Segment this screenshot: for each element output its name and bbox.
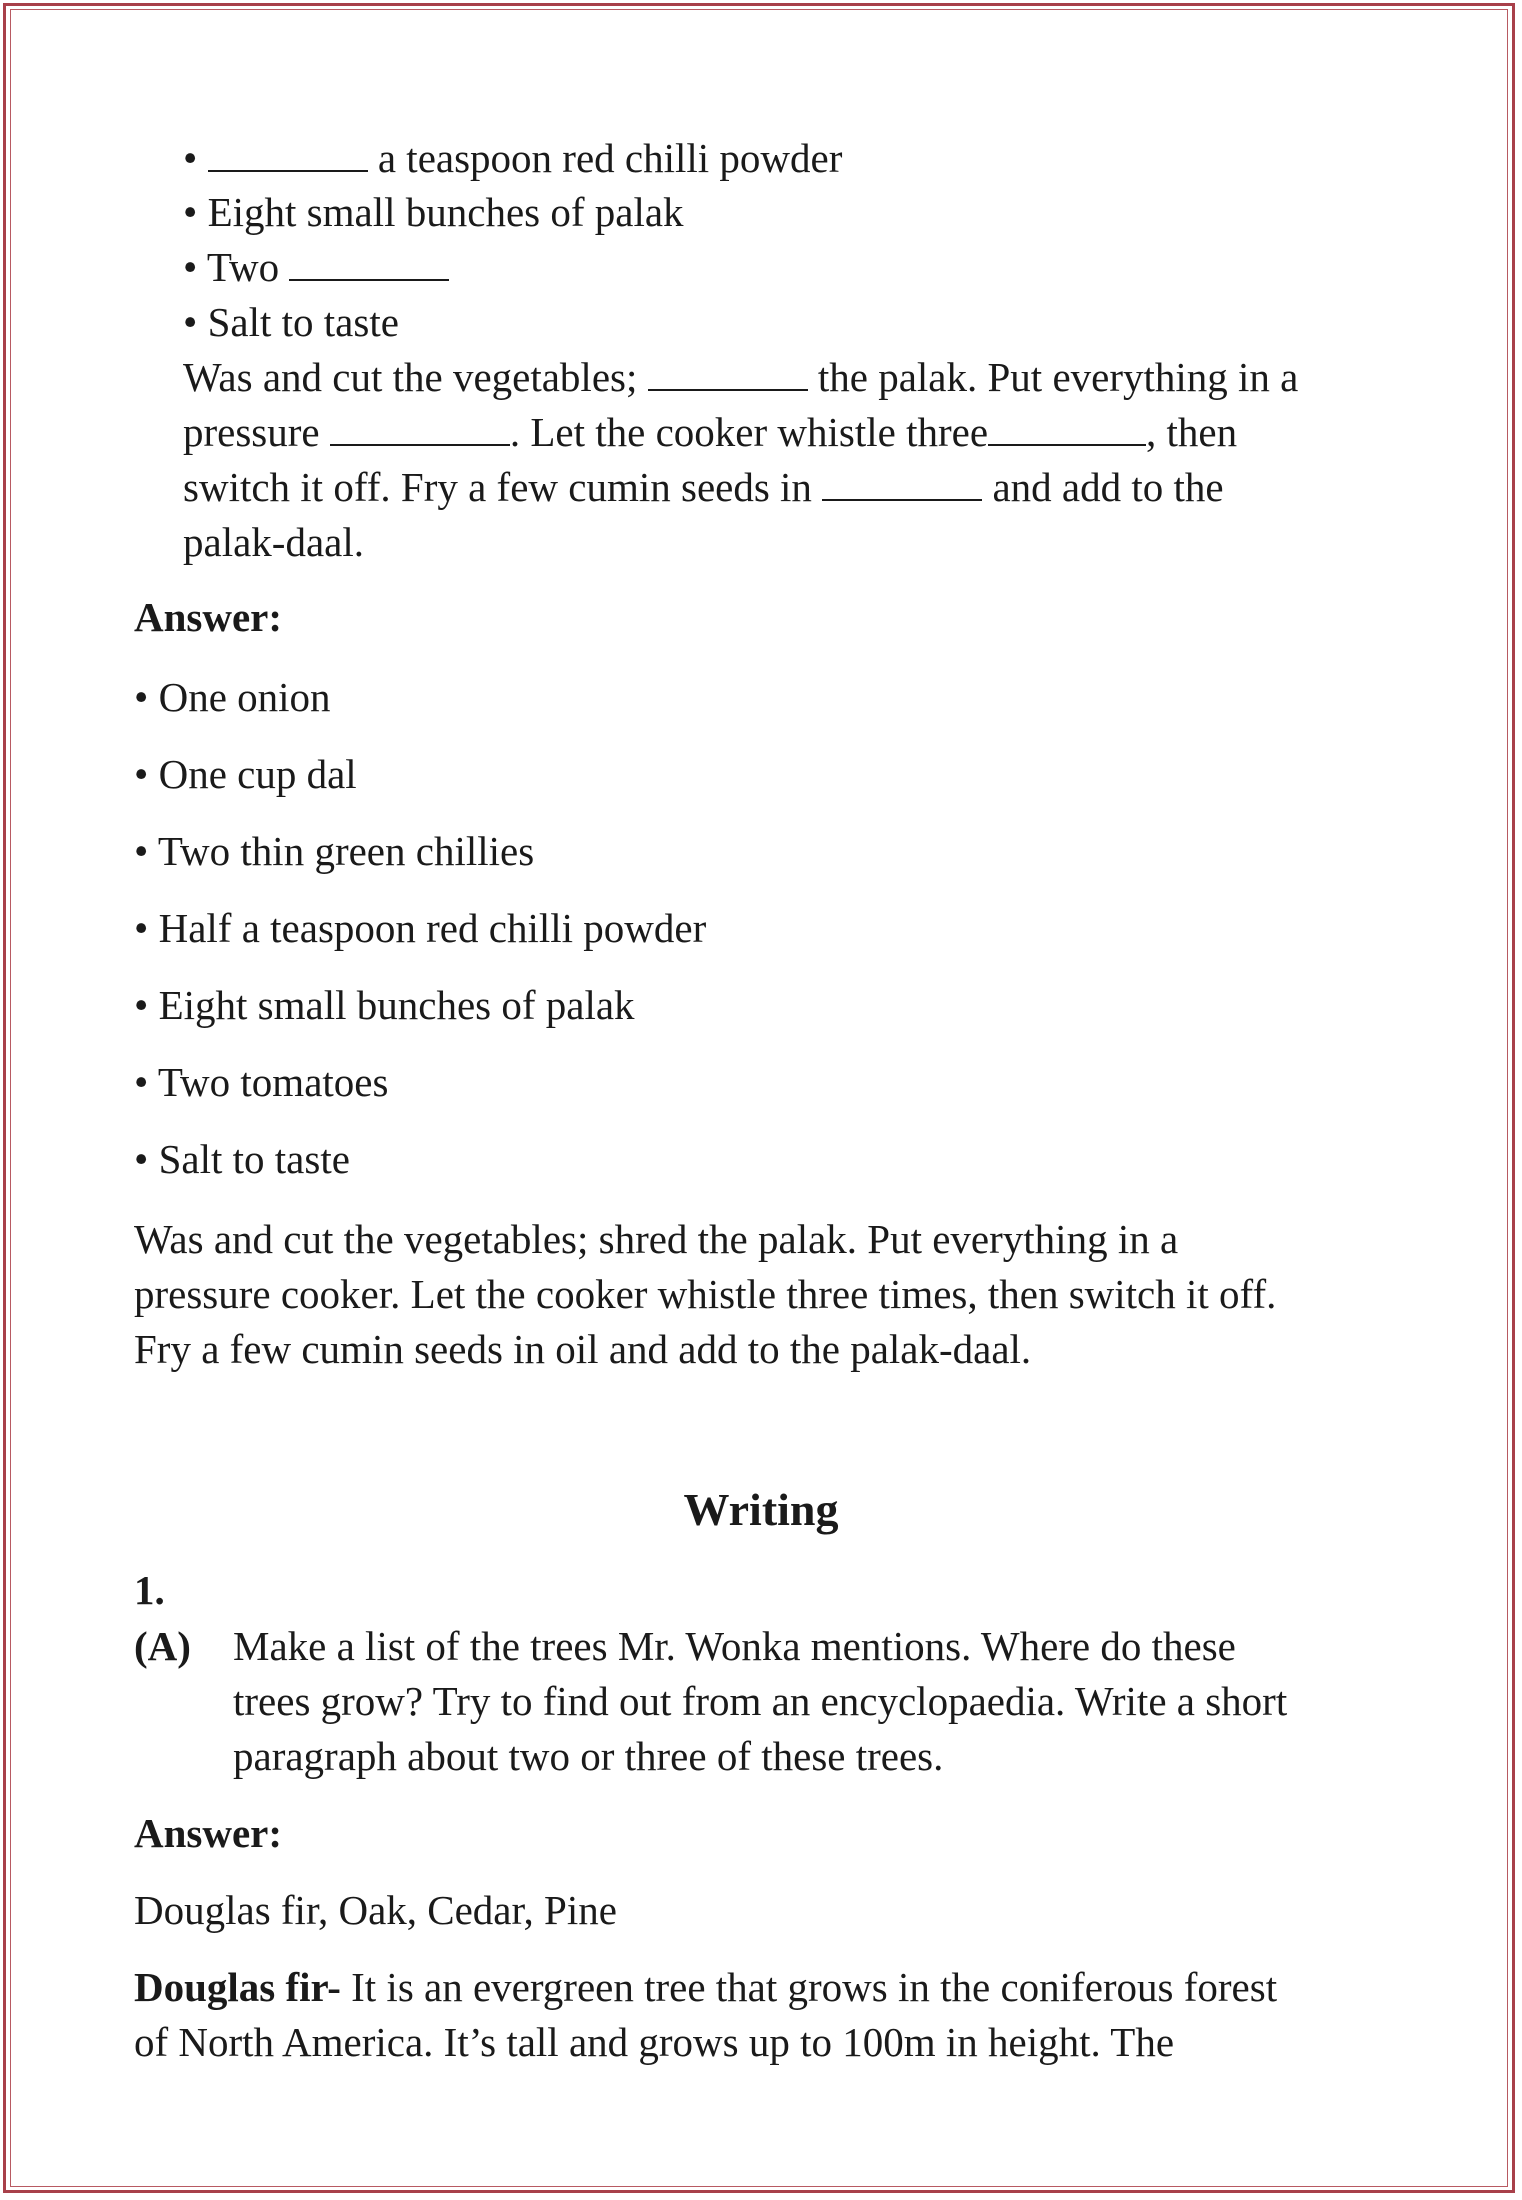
section-heading: Writing [683,1484,839,1535]
answer-paragraph-line: Fry a few cumin seeds in oil and add to the palak-daal. [134,1326,1032,1372]
question-list-item: • Salt to taste [183,299,399,345]
question-paragraph-line: Was and cut the vegetables; the palak. Put everything in a [183,354,1299,400]
fill-blank [208,140,368,172]
question-paragraph-line: pressure . Let the cooker whistle three , then [183,409,1238,455]
question-text-line: Make a list of the trees Mr. Wonka mentions. Where do these [233,1623,1236,1669]
question-list-item: • a teaspoon red chilli powder [183,135,843,181]
tree-list: Douglas fir, Oak, Cedar, Pine [134,1887,617,1933]
answer-label: Answer: [134,1810,283,1856]
fill-blank [988,414,1146,446]
douglas-fir-term: Douglas fir- [134,1964,341,2010]
question-number: 1. [134,1567,165,1613]
question-paragraph-line: switch it off. Fry a few cumin seeds in and add to the [183,464,1224,510]
answer-paragraph-line: Was and cut the vegetables; shred the palak. Put everything in a [134,1216,1179,1262]
question-text-line: trees grow? Try to find out from an encyclopaedia. Write a short [233,1678,1288,1724]
answer-list-item: • Salt to taste [134,1136,350,1182]
answer-list-item: • Eight small bunches of palak [134,982,635,1028]
answer-paragraph-line: pressure cooker. Let the cooker whistle three times, then switch it off. [134,1271,1277,1317]
douglas-fir-paragraph-line: of North America. It’s tall and grows up to 100m in height. The [134,2019,1175,2065]
answer-list-item: • Two tomatoes [134,1059,389,1105]
question-text-line: paragraph about two or three of these trees. [233,1733,944,1779]
question-part-label: (A) [134,1623,191,1669]
fill-blank [289,249,449,281]
fill-blank [648,359,808,391]
answer-list-item: • Two thin green chillies [134,828,535,874]
question-paragraph-line: palak-daal. [183,519,364,565]
answer-list-item: • One onion [134,674,331,720]
question-list-item: • Two [183,247,449,288]
answer-list-item: • Half a teaspoon red chilli powder [134,905,707,951]
answer-label: Answer: [134,594,283,640]
fill-blank [330,414,510,446]
fill-blank [822,469,982,501]
douglas-fir-paragraph-line: Douglas fir- It is an evergreen tree that grows in the coniferous forest [134,1964,1278,2010]
answer-list-item: • One cup dal [134,751,357,797]
question-list-item: • Eight small bunches of palak [183,189,684,235]
